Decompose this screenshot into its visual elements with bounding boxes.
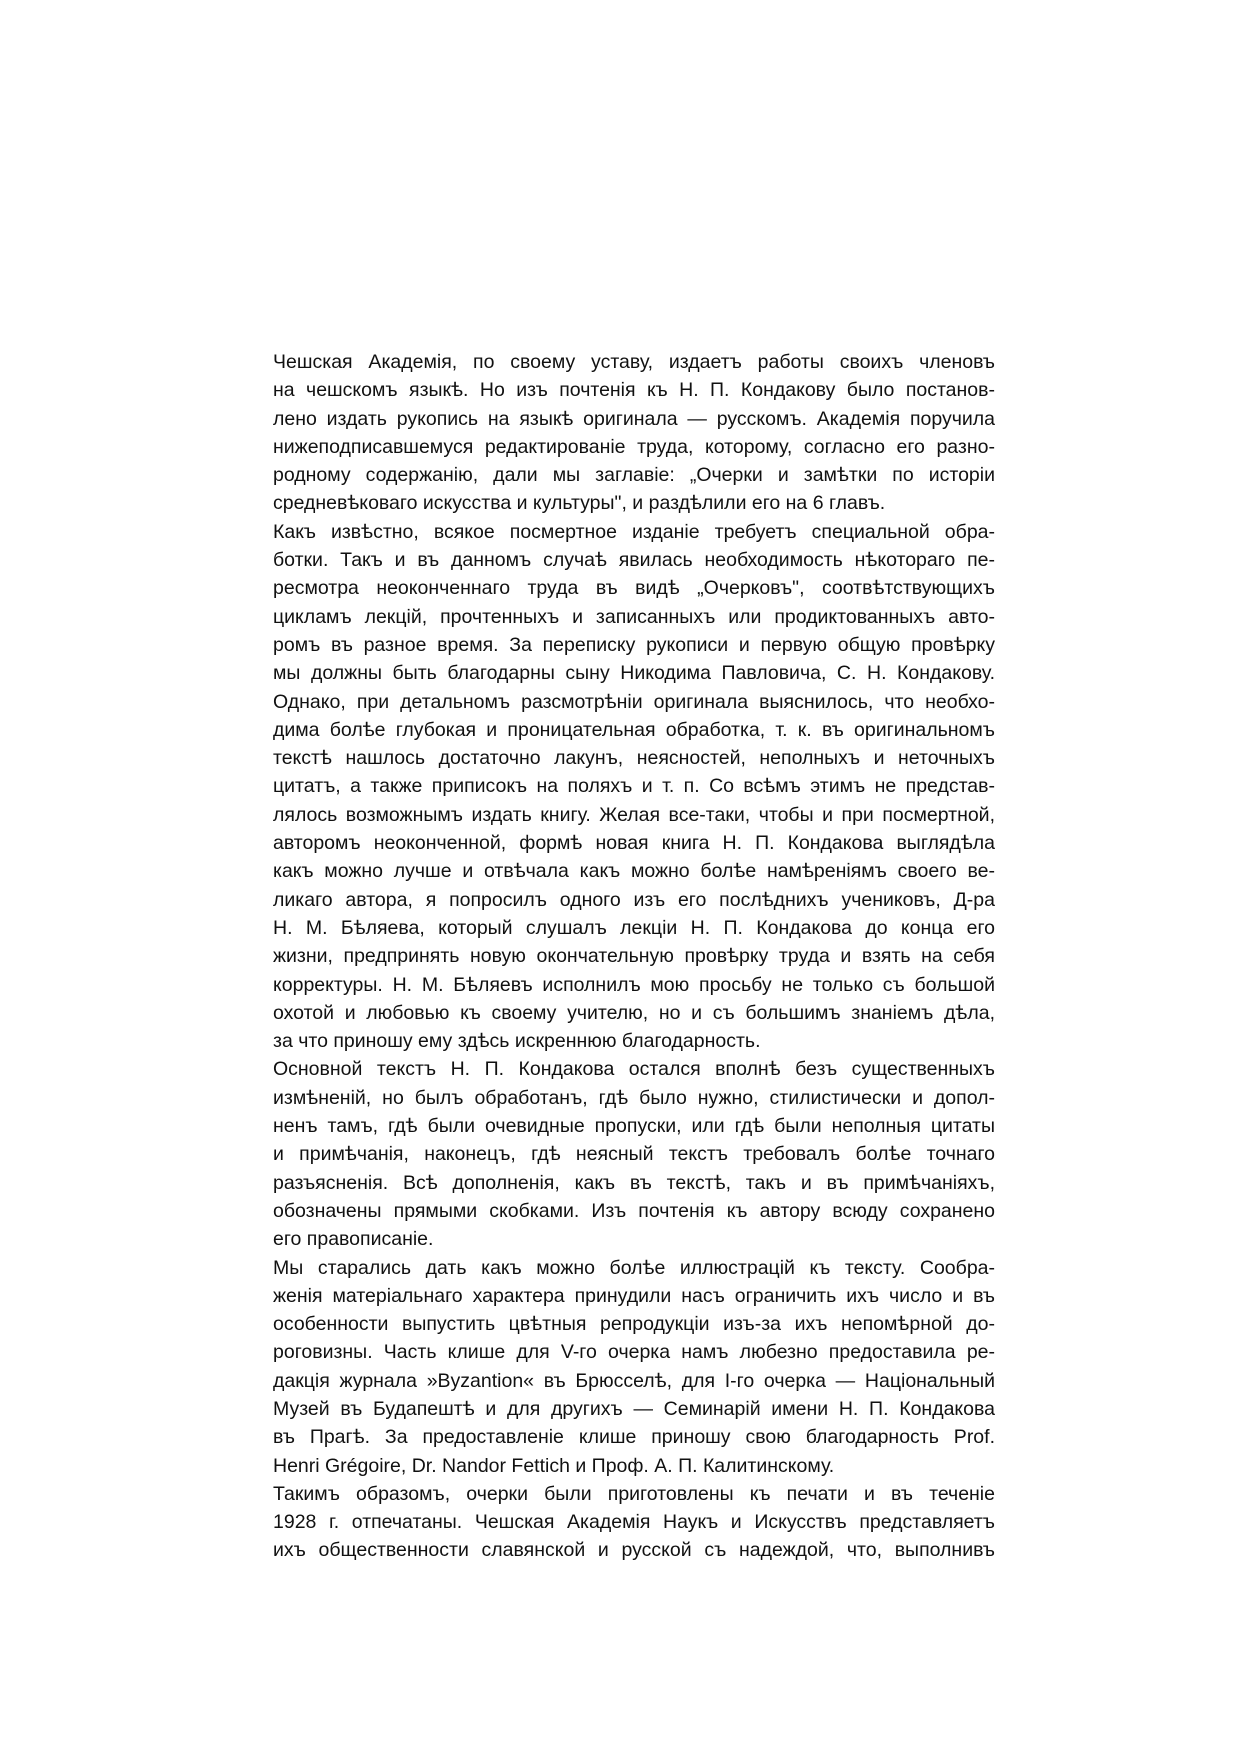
text-line: родному содержанію, дали мы заглавіе: „Очерки и замѣтки по исторіи (273, 464, 995, 487)
text-line: особенности выпустить цвѣтныя репродукціи изъ-за ихъ непомѣрной до- (273, 1313, 995, 1336)
text-line: ненъ тамъ, гдѣ были очевидные пропуски, или гдѣ были неполныя цитаты (273, 1115, 995, 1138)
text-line: цитатъ, а также приписокъ на поляхъ и т. п. Со всѣмъ этимъ не представ- (273, 775, 995, 798)
text-line: его правописаніе. (273, 1228, 434, 1251)
text-line: дима болѣе глубокая и проницательная обработка, т. к. въ оригинальномъ (273, 718, 995, 741)
text-line: Henri Grégoire, Dr. Nandor Fettich и Проф. А. П. Калитинскому. (273, 1454, 835, 1477)
text-line: нижеподписавшемуся редактированіе труда, которому, согласно его разно- (273, 435, 995, 458)
text-line: мы должны быть благодарны сыну Никодима Павловича, С. Н. Кондакову. (273, 662, 995, 685)
text-line: Однако, при детальномъ разсмотрѣніи оригинала выяснилось, что необхо- (273, 690, 995, 713)
text-line: на чешскомъ языкѣ. Но изъ почтенія къ Н. П. Кондакову было постанов- (273, 379, 995, 402)
paragraph (273, 1254, 995, 1480)
text-line: корректуры. Н. М. Бѣляевъ исполнилъ мою просьбу не только съ большой (273, 973, 995, 996)
text-line: въ Прагѣ. За предоставленіе клише приношу свою благодарность Prof. (273, 1426, 995, 1449)
text-line: охотой и любовью къ своему учителю, но и съ большимъ знаніемъ дѣла, (273, 1001, 995, 1024)
text-line: дакція журнала »Byzantion« въ Брюсселѣ, для I-го очерка — Національный (273, 1369, 995, 1392)
paragraph (273, 518, 995, 1056)
text-line: измѣненій, но былъ обработанъ, гдѣ было нужно, стилистически и допол- (273, 1086, 995, 1109)
text-line: Чешская Академія, по своему уставу, издаетъ работы своихъ членовъ (273, 351, 995, 373)
paragraph (273, 1480, 995, 1565)
text-line: Музей въ Будапештѣ и для другихъ — Семинарій имени Н. П. Кондакова (273, 1397, 995, 1420)
text-line: Мы старались дать какъ можно болѣе иллюстрацій къ тексту. Сообра- (273, 1256, 995, 1279)
text-line: роговизны. Часть клише для V-го очерка намъ любезно предоставила ре- (273, 1341, 995, 1364)
text-line: разъясненія. Всѣ дополненія, какъ въ текстѣ, такъ и въ примѣчаніяхъ, (273, 1171, 995, 1194)
text-line: Н. М. Бѣляева, который слушалъ лекціи Н. П. Кондакова до конца его (273, 916, 995, 939)
text-line: Основной текстъ Н. П. Кондакова остался вполнѣ безъ существенныхъ (273, 1058, 995, 1081)
text-line: средневѣковаго искусства и культуры", и раздѣлили его на 6 главъ. (273, 492, 886, 515)
text-line: лялось возможнымъ издать книгу. Желая все-таки, чтобы и при посмертной, (273, 803, 995, 826)
text-line: лено издать рукопись на языкѣ оригинала — русскомъ. Академія поручила (273, 407, 995, 430)
text-line: ликаго автора, я попросилъ одного изъ его послѣднихъ учениковъ, Д-ра (273, 888, 995, 911)
text-line: Такимъ образомъ, очерки были приготовлены къ печати и въ теченіе (273, 1482, 995, 1505)
text-line: обозначены прямыми скобками. Изъ почтенія къ автору всюду сохранено (273, 1199, 995, 1222)
text-line: ихъ общественности славянской и русской съ надеждой, что, выполнивъ (273, 1539, 995, 1562)
text-line: Какъ извѣстно, всякое посмертное изданіе требуетъ специальной обра- (273, 520, 995, 543)
text-line: ботки. Такъ и въ данномъ случаѣ явилась необходимость нѣкотораго пе- (273, 549, 995, 572)
text-line: ресмотра неоконченнаго труда въ видѣ „Очерковъ", соотвѣтствующихъ (273, 577, 995, 600)
body-text (273, 348, 995, 1565)
paragraph (273, 348, 995, 518)
text-line: женія матеріальнаго характера принудили насъ ограничить ихъ число и въ (273, 1284, 995, 1307)
text-line: цикламъ лекцій, прочтенныхъ и записанныхъ или продиктованныхъ авто- (273, 605, 995, 628)
text-line: текстѣ нашлось достаточно лакунъ, неясностей, неполныхъ и неточныхъ (273, 747, 995, 770)
text-line: авторомъ неоконченной, формѣ новая книга Н. П. Кондакова выглядѣла (273, 832, 995, 855)
text-line: какъ можно лучше и отвѣчала какъ можно болѣе намѣреніямъ своего ве- (273, 860, 995, 883)
paragraph (273, 1055, 995, 1253)
text-line: и примѣчанія, наконецъ, гдѣ неясный текстъ требовалъ болѣе точнаго (273, 1143, 995, 1166)
text-line: ромъ въ разное время. За переписку рукописи и первую общую провѣрку (273, 633, 995, 656)
text-line: за что приношу ему здѣсь искреннюю благодарность. (273, 1030, 761, 1053)
text-line: жизни, предпринять новую окончательную провѣрку труда и взять на себя (273, 945, 995, 968)
text-line: 1928 г. отпечатаны. Чешская Академія Наукъ и Искусствъ представляетъ (273, 1511, 995, 1534)
